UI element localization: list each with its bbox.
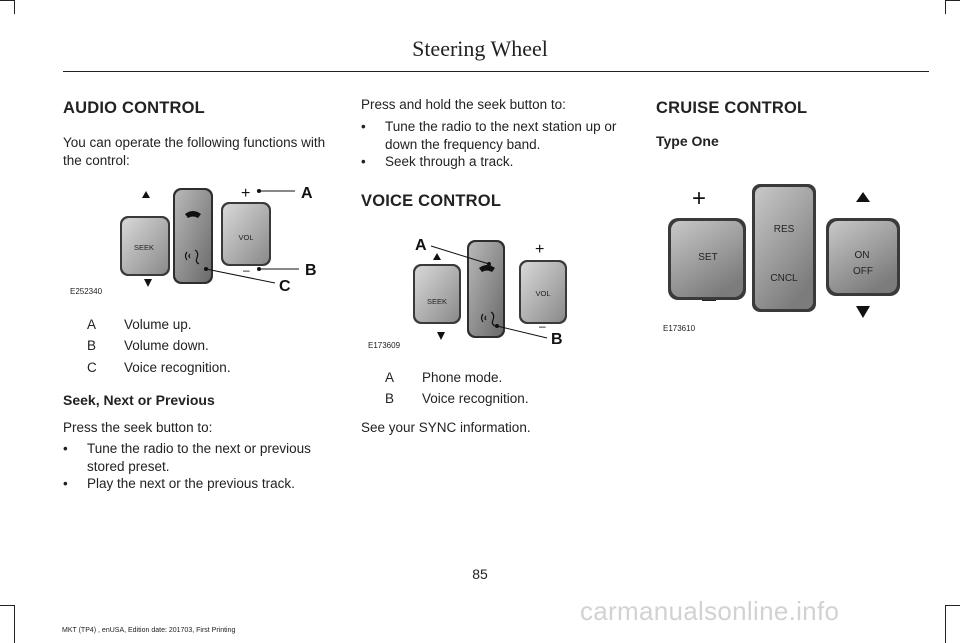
legend-value: Voice recognition. [422, 391, 529, 406]
edition-info: MKT (TP4) , enUSA, Edition date: 201703, First Printing [62, 627, 236, 634]
seek-heading: Seek, Next or Previous [63, 392, 215, 408]
watermark: carmanualsonline.info [580, 596, 840, 626]
crop-mark [946, 605, 960, 606]
sync-note: See your SYNC information. [361, 420, 531, 435]
plus-symbol: + [535, 241, 545, 258]
callout-c: C [279, 278, 291, 295]
audio-control-figure [63, 176, 343, 300]
page-title: Steering Wheel [412, 36, 548, 61]
crop-mark [14, 0, 15, 14]
seek-label: SEEK [133, 243, 155, 252]
bullet-item: • Tune the radio to the next station up or down the frequency band. [361, 119, 617, 152]
crop-mark [0, 605, 14, 606]
plus-symbol: + [692, 185, 707, 212]
bullet-item: • Tune the radio to the next or previous stored preset. [63, 441, 311, 474]
legend-key: C [87, 360, 97, 375]
minus-symbol: – [539, 319, 546, 333]
voice-control-heading: VOICE CONTROL [361, 192, 502, 210]
legend-key: B [385, 391, 395, 406]
legend-key: A [87, 317, 97, 332]
res-label: RES [773, 224, 795, 235]
cruise-type-heading: Type One [656, 133, 719, 149]
up-arrow-icon [433, 253, 441, 260]
legend-value: Phone mode. [422, 370, 503, 385]
crop-mark [945, 605, 946, 643]
up-arrow-icon [142, 191, 150, 198]
seek-press-text: Press the seek button to: [63, 420, 213, 435]
minus-symbol: – [243, 263, 250, 277]
vol-label: VOL [238, 233, 254, 242]
callout-a: A [415, 237, 427, 254]
callout-a: A [301, 185, 313, 202]
legend-key: B [87, 338, 97, 353]
audio-control-heading: AUDIO CONTROL [63, 99, 205, 117]
legend-value: Voice recognition. [124, 360, 231, 375]
seek-label: SEEK [426, 297, 448, 306]
crop-mark [945, 0, 946, 14]
crop-mark [14, 605, 15, 643]
seek-hold-text: Press and hold the seek button to: [361, 97, 566, 112]
legend-key: A [385, 370, 395, 385]
off-label: OFF [853, 266, 873, 277]
cruise-control-heading: CRUISE CONTROL [656, 99, 808, 117]
minus-symbol: — [702, 291, 716, 307]
plus-symbol: + [241, 185, 251, 202]
set-label: SET [698, 252, 718, 263]
crop-mark [0, 0, 14, 1]
on-label: ON [854, 250, 870, 261]
figure-id: E173609 [368, 341, 401, 350]
down-arrow-icon [856, 306, 870, 318]
crop-mark [946, 0, 960, 1]
figure-id: E173610 [663, 324, 696, 333]
bullet-item: • Seek through a track. [361, 154, 514, 169]
legend-value: Volume down. [124, 338, 209, 353]
figure-id: E252340 [70, 287, 103, 296]
up-arrow-icon [856, 192, 870, 202]
voice-control-figure [361, 230, 611, 348]
audio-intro: You can operate the following functions with the control: [63, 135, 326, 168]
callout-b: B [551, 331, 563, 348]
callout-b: B [305, 262, 317, 279]
down-arrow-icon [144, 279, 152, 287]
cncl-label: CNCL [770, 273, 798, 284]
legend-value: Volume up. [124, 317, 192, 332]
down-arrow-icon [437, 332, 445, 340]
cruise-control-figure [656, 176, 930, 336]
header-rule [63, 71, 929, 72]
vol-label: VOL [535, 289, 551, 298]
bullet-item: • Play the next or the previous track. [63, 476, 295, 491]
page-number: 85 [472, 566, 488, 582]
